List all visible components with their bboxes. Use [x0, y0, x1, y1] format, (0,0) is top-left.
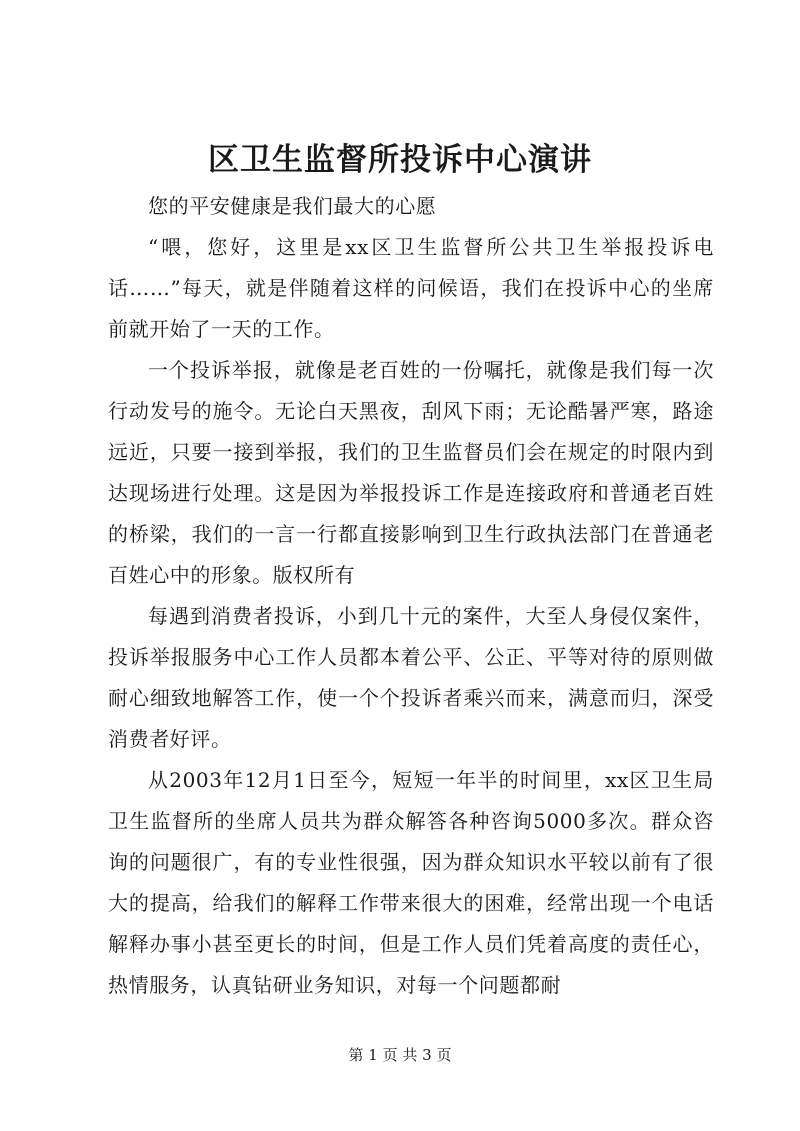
- paragraph-greeting: “喂，您好，这里是xx区卫生监督所公共卫生举报投诉电话……”每天，就是伴随着这样的问候语，我们在投诉中心的坐席前就开始了一天的工作。: [108, 235, 714, 341]
- document-title: 区卫生监督所投诉中心演讲: [208, 142, 592, 178]
- paragraph-subtitle: 您的平安健康是我们最大的心愿: [148, 194, 437, 218]
- paragraph-statistics: 从2003年12月1日至今，短短一年半的时间里，xx区卫生局卫生监督所的坐席人员共为群众解答各种咨询5000多次。群众咨询的问题很广，有的专业性很强，因为群众知识水平较以前有了很大的提高，给我们的解释工作带来很大的困难，经常出现一个电话解释办事小甚至更长的时间，但是工作人员们凭着高度的责任心，热情服务，认真钻研业务知识，对每一个问题都耐: [108, 768, 714, 997]
- paragraph-complaint-duty: 一个投诉举报，就像是老百姓的一份嘱托，就像是我们每一次行动发号的施令。无论白天黑夜，刮风下雨；无论酷暑严寒，路途远近，只要一接到举报，我们的卫生监督员们会在规定的时限内到达现场进行处理。这是因为举报投诉工作是连接政府和普通老百姓的桥梁，我们的一言一行都直接影响到卫生行政执法部门在普通老百姓心中的形象。版权所有: [108, 358, 714, 587]
- page-number-footer: 第 1 页 共 3 页: [348, 1046, 452, 1064]
- document-body: [108, 186, 714, 1006]
- paragraph-consumer-complaints: 每遇到消费者投诉，小到几十元的案件，大至人身侵仅案件，投诉举报服务中心工作人员都本着公平、公正、平等对待的原则做耐心细致地解答工作，使一个个投诉者乘兴而来，满意而归，深受消费者好评。: [108, 604, 714, 751]
